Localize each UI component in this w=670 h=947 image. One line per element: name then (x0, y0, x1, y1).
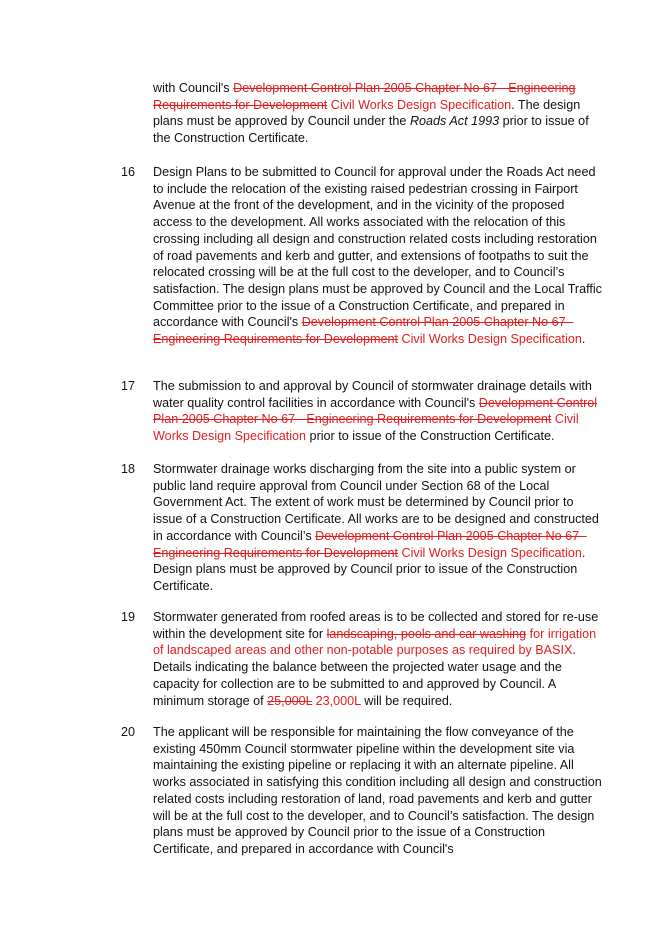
inserted-text: 23,000L (315, 693, 361, 708)
body-text: Stormwater drainage works discharging from the site into a public system or public land require approval from Council under Section 68 of the Local Government Act. The extent of work must be determined by Council prior to issue of a Construction Certificate. All works are to be designed and constructed in accordance with Council’s (153, 462, 599, 543)
condition-number: 17 (121, 379, 136, 393)
body-text: . (581, 332, 586, 347)
condition-number: 20 (121, 725, 136, 739)
condition-text (153, 610, 598, 708)
body-text: The submission to and approval by Council of stormwater drainage details with water quality control facilities in accordance with Council's (153, 379, 592, 410)
inserted-text: Civil Works Design Specification (401, 332, 582, 347)
body-text: The applicant will be responsible for maintaining the flow conveyance of the existing 450mm Council stormwater pipeline within the development site via maintaining the existing pipeline or replacing it with an alternate pipeline. All works associated in satisfying this condition including all design and construction related costs including restoration of land, road pavements and kerb and gutter will be at the full cost to the developer, and to Council’s satisfaction. The design plans must be approved by Council prior to the issue of a Construction Certificate, and prepared in accordance with Council's (153, 725, 602, 856)
deleted-text: landscaping, pools and car washing (326, 626, 527, 641)
inserted-text: for irrigation of landscaped areas and other non-potable purposes as required by BASIX (153, 626, 597, 658)
deleted-text: Development Control Plan 2005 Chapter No 67 - Engineering Requirements for Development (153, 395, 598, 427)
body-text: Stormwater generated from roofed areas is to be collected and stored for re-use within the development site for (153, 610, 599, 641)
body-text: prior to issue of the Construction Certificate. (306, 429, 555, 444)
deleted-text: 25,000L (267, 693, 313, 708)
act-title: Roads Act 1993 (409, 114, 500, 129)
inserted-text: Civil Works Design Specification (330, 97, 512, 112)
condition-text (153, 462, 599, 593)
condition-16 (121, 164, 603, 348)
condition-number: 16 (121, 165, 136, 179)
body-text: . The design plans must be approved by Council under the (153, 97, 581, 129)
deleted-text: Development Control Plan 2005 Chapter No 67 - Engineering Requirements for Development (153, 315, 574, 347)
condition-20 (121, 724, 603, 858)
body-text: . Design plans must be approved by Council prior to issue of the Construction Certificate. (153, 545, 586, 593)
body-text: Design Plans to be submitted to Council for approval under the Roads Act need to include the relocation of the existing raised pedestrian crossing in Fairport Avenue at the front of the development, and in the vicinity of the proposed access to the development. All works associated with the relocation of this crossing including all design and construction related costs including restoration of road pavements and kerb and gutter, and extensions of footpaths to suit the relocated crossing will be at the full cost to the developer, and to Council’s satisfaction. The design plans must be approved by Council and the Local Traffic Committee prior to the issue of a Construction Certificate, and prepared in accordance with Council's (153, 165, 602, 330)
condition-text (153, 81, 589, 145)
deleted-text: Development Control Plan 2005 Chapter No 67 - Engineering Requirements for Development (153, 528, 587, 560)
condition-17 (121, 378, 603, 445)
body-text: with Council's (153, 81, 234, 95)
condition-number: 18 (121, 462, 136, 476)
body-text: . Details indicating the balance between the projected water usage and the capacity for collection are to be submitted to and approved by Council. A minimum storage of (153, 643, 576, 708)
condition-text (153, 379, 597, 443)
deleted-text: Development Control Plan 2005 Chapter No 67 - Engineering Requirements for Development (153, 81, 576, 112)
inserted-text: Civil Works Design Specification (153, 412, 579, 444)
condition-15-continuation (153, 80, 603, 147)
body-text: prior to issue of the Construction Certificate. (153, 114, 589, 146)
inserted-text: Civil Works Design Specification (401, 545, 582, 560)
body-text: will be required. (360, 693, 453, 708)
condition-text (153, 725, 602, 856)
condition-19 (121, 609, 603, 709)
condition-number: 19 (121, 610, 136, 624)
condition-text (153, 165, 602, 346)
condition-18 (121, 461, 603, 595)
